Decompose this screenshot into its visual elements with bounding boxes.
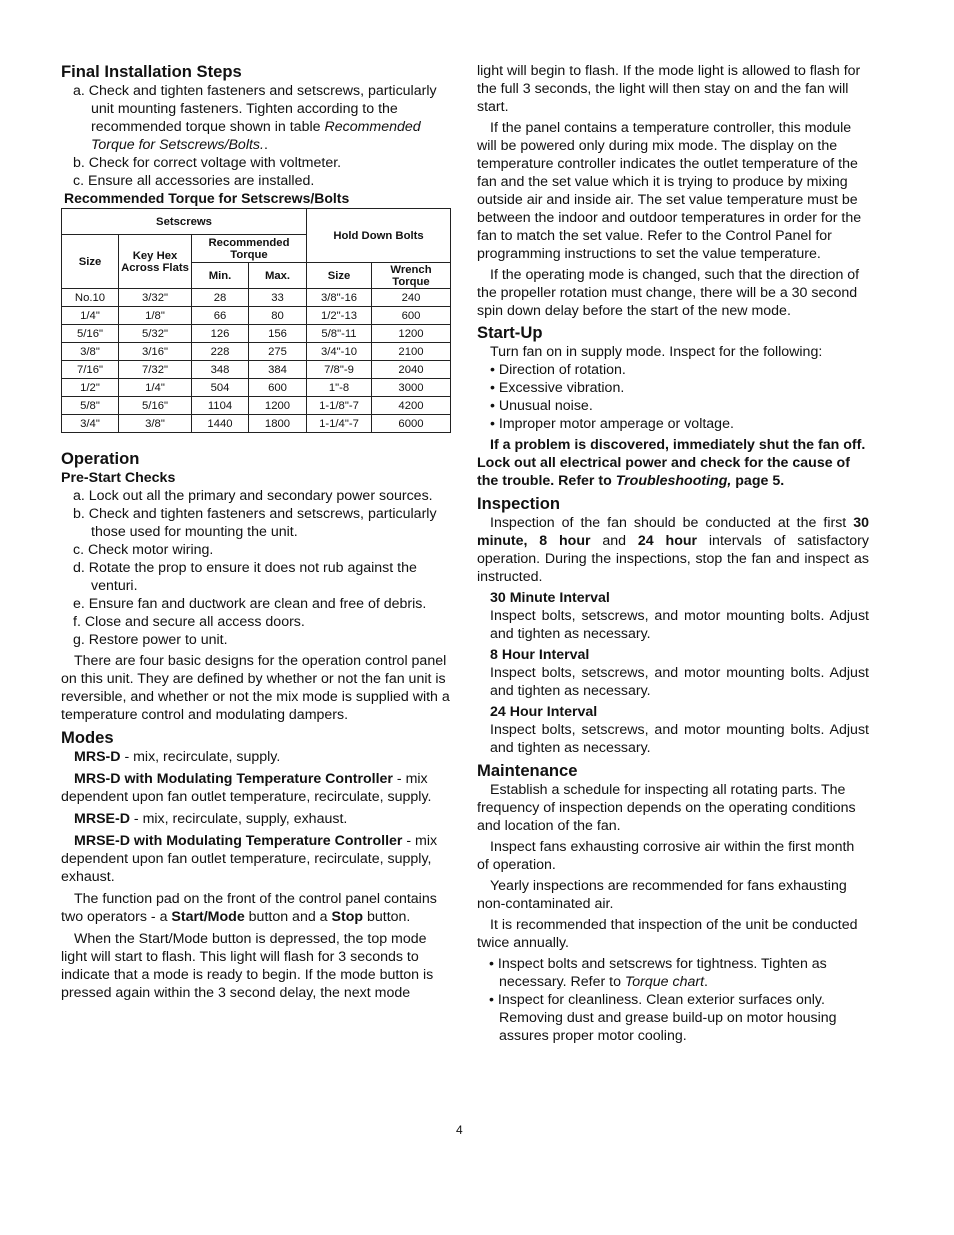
table-row: 3/8" 3/16" 228 275 3/4"-10 2100 (62, 343, 451, 361)
right-column (477, 62, 869, 1045)
table-row: 3/4" 3/8" 1440 1800 1-1/4"-7 6000 (62, 415, 451, 433)
hold-down-bolts-header: Hold Down Bolts (307, 209, 451, 263)
mode-mrse-d-modulating: MRSE-D with Modulating Temperature Controller - mix dependent upon fan outlet temperature, recirculate, supply, exhaust. (61, 833, 438, 885)
pre-start-item-f: f. Close and secure all access doors. (73, 614, 305, 630)
pre-start-item-c: c. Check motor wiring. (73, 542, 214, 558)
pre-start-item-b: b. Check and tighten fasteners and setscrews, particularly those used for mounting the unit. (73, 506, 437, 540)
mode-mrse-d: MRSE-D - mix, recirculate, supply, exhaust. (74, 811, 348, 827)
recommended-torque-header: Recommended Torque (192, 235, 307, 263)
interval-8-hour: 8 Hour Interval Inspect bolts, setscrews, and motor mounting bolts. Adjust and tighten as necessary. (490, 647, 869, 699)
maintenance-paragraph-2: Inspect fans exhausting corrosive air within the first month of operation. (477, 839, 855, 873)
pre-start-item-g: g. Restore power to unit. (73, 632, 228, 648)
interval-24-hour: 24 Hour Interval Inspect bolts, setscrews, and motor mounting bolts. Adjust and tighten as necessary. (490, 704, 869, 756)
inspection-heading: Inspection (477, 494, 560, 513)
final-step-a: a. Check and tighten fasteners and setscrews, particularly unit mounting fasteners. Tighten according to the recommended torque shown in table Recommended Torque for Setscrews/Bolts.. (73, 83, 437, 153)
key-hex-header: Key Hex Across Flats (119, 235, 192, 289)
maintenance-paragraph-4: It is recommended that inspection of the unit be conducted twice annually. (477, 917, 858, 951)
final-step-c: c. Ensure all accessories are installed. (73, 173, 315, 189)
maintenance-heading: Maintenance (477, 761, 578, 780)
maintenance-paragraph-1: Establish a schedule for inspecting all rotating parts. The frequency of inspection depends on the operating conditions and location of the fan. (477, 782, 856, 834)
pre-start-item-d: d. Rotate the prop to ensure it does not rub against the venturi. (73, 560, 417, 594)
function-pad-paragraph: The function pad on the front of the control panel contains two operators - a Start/Mode button and a Stop button. (61, 891, 437, 925)
table-row: 5/16" 5/32" 126 156 5/8"-11 1200 (62, 325, 451, 343)
start-up-bullet: • Unusual noise. (490, 398, 593, 414)
max-header: Max. (249, 263, 307, 289)
maintenance-paragraph-3: Yearly inspections are recommended for fans exhausting non-contaminated air. (477, 878, 847, 912)
table-row: 1/2" 1/4" 504 600 1"-8 3000 (62, 379, 451, 397)
torque-table (61, 208, 451, 433)
pre-start-item-e: e. Ensure fan and ductwork are clean and free of debris. (73, 596, 427, 612)
wrench-torque-header: Wrench Torque (372, 263, 451, 289)
torque-table-body (62, 289, 451, 433)
start-up-bullet: • Excessive vibration. (490, 380, 625, 396)
table-row: No.10 3/32" 28 33 3/8"-16 240 (62, 289, 451, 307)
pre-start-checks-heading: Pre-Start Checks (61, 470, 176, 486)
start-up-bullet: • Improper motor amperage or voltage. (490, 416, 734, 432)
final-installation-heading: Final Installation Steps (61, 62, 242, 81)
spin-down-paragraph: If the operating mode is changed, such that the direction of the propeller rotation must change, there will be a 30 second spin down delay before the start of the new mode. (477, 267, 860, 319)
start-up-intro: Turn fan on in supply mode. Inspect for the following: (490, 344, 823, 360)
start-up-heading: Start-Up (477, 323, 543, 342)
mode-mrs-d: MRS-D - mix, recirculate, supply. (74, 749, 281, 765)
page-number: 4 (456, 1123, 463, 1137)
mode-mrs-d-modulating: MRS-D with Modulating Temperature Controller - mix dependent upon fan outlet temperature, recirculate, supply. (61, 771, 432, 805)
final-step-b: b. Check for correct voltage with voltmeter. (73, 155, 342, 171)
modes-heading: Modes (61, 728, 114, 747)
bolt-size-header: Size (307, 263, 372, 289)
size-header: Size (62, 235, 119, 289)
table-row: 7/16" 7/32" 348 384 7/8"-9 2040 (62, 361, 451, 379)
interval-30-minute: 30 Minute Interval Inspect bolts, setscrews, and motor mounting bolts. Adjust and tighten as necessary. (490, 590, 869, 642)
operation-paragraph: There are four basic designs for the operation control panel on this unit. They are defined by whether or not the fan unit is reversible, and whether or not the mix mode is supplied with a temperature control and modulating dampers. (61, 653, 450, 723)
left-column (61, 62, 453, 1002)
start-up-bullet: • Direction of rotation. (490, 362, 626, 378)
inspection-paragraph: Inspection of the fan should be conducted at the first 30 minute, 8 hour and 24 hour intervals of satisfactory operation. During the inspections, stop the fan and inspect as instructed. (477, 515, 869, 585)
setscrews-header: Setscrews (62, 209, 307, 235)
torque-table-title: Recommended Torque for Setscrews/Bolts (64, 190, 350, 206)
problem-warning: If a problem is discovered, immediately shut the fan off. Lock out all electrical power and check for the cause of the trouble. Refer to Troubleshooting, page 5. (477, 437, 866, 489)
pre-start-item-a: a. Lock out all the primary and secondary power sources. (73, 488, 433, 504)
maintenance-bullet: • Inspect for cleanliness. Clean exterior surfaces only. Removing dust and grease build-up on motor housing assures proper motor cooling. (489, 992, 837, 1044)
table-row: 1/4" 1/8" 66 80 1/2"-13 600 (62, 307, 451, 325)
maintenance-bullet: • Inspect bolts and setscrews for tightness. Tighten as necessary. Refer to Torque chart. (489, 956, 827, 990)
min-header: Min. (192, 263, 249, 289)
temperature-controller-paragraph: If the panel contains a temperature controller, this module will be powered only during mix mode. The display on the temperature controller indicates the outlet temperature of the fan and the set value which it is trying to produce by mixing outside air and inside air. The set value temperature must be between the indoor and outdoor temperatures in order for the fan to match the set value. Refer to the Control Panel for programming instructions to set the value temperature. (477, 120, 862, 262)
start-mode-paragraph: When the Start/Mode button is depressed, the top mode light will start to flash. This light will flash for 3 seconds to indicate that a mode is ready to begin. If the mode button is pressed again within the 3 second delay, the next mode (61, 931, 434, 1001)
table-row: 5/8" 5/16" 1104 1200 1-1/8"-7 4200 (62, 397, 451, 415)
mode-light-paragraph: light will begin to flash. If the mode light is allowed to flash for the full 3 seconds, the light will then stay on and the fan will start. (477, 63, 861, 115)
operation-heading: Operation (61, 449, 140, 468)
